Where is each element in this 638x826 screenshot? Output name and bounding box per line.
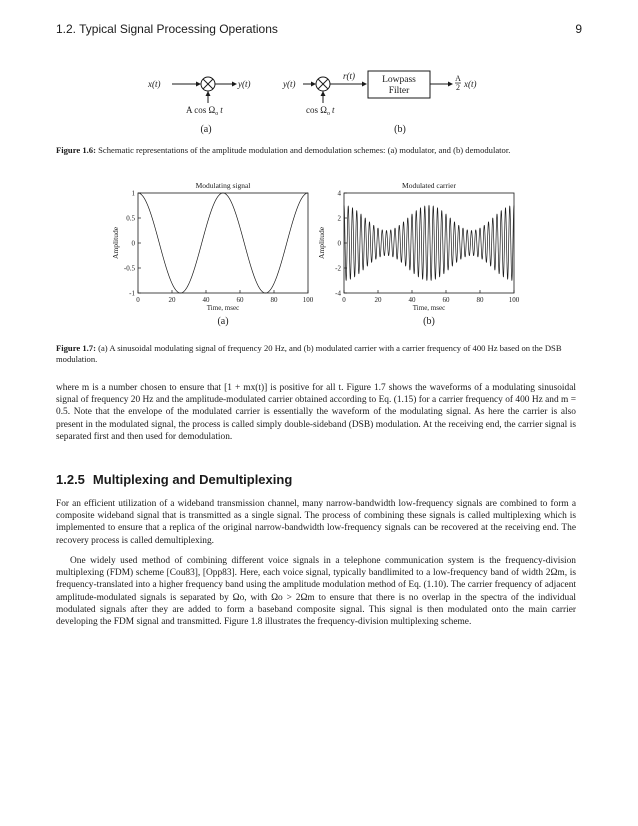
page-number: 9 xyxy=(575,22,582,36)
chart-a-ylabel: Amplitude xyxy=(111,226,120,260)
chart-b-ytick-label: -2 xyxy=(335,264,341,273)
paragraph-1 xyxy=(56,382,576,443)
chart-b-series-line xyxy=(344,206,514,281)
mod-carrier-arrow xyxy=(206,91,211,96)
demod-carrier-label: $\cos \Omega_o$ t xyxy=(306,105,335,117)
figure-1-6-caption xyxy=(56,145,576,156)
chart-a-ytick-label: 0 xyxy=(131,239,135,248)
chart-a-xlabel: Time, msec xyxy=(206,304,240,312)
section-title: Multiplexing and Demultiplexing xyxy=(92,472,293,487)
demod-output-denominator: 2 xyxy=(456,83,460,92)
chart-b-xlabel: Time, msec xyxy=(412,304,446,312)
chart-b-xtick-label: 80 xyxy=(476,296,484,304)
demodulator-diagram xyxy=(282,71,477,135)
chart-b-xtick-label: 0 xyxy=(342,296,346,304)
chart-a-xtick-label: 40 xyxy=(202,296,210,304)
demod-input-label: y(t) xyxy=(283,79,296,89)
mod-input-label: x(t) xyxy=(148,79,161,89)
chart-b-ylabel: Amplitude xyxy=(317,226,326,260)
mod-output-label: y(t) xyxy=(238,79,251,89)
mod-output-arrow xyxy=(232,82,237,87)
chart-b-ytick-label: 2 xyxy=(337,214,341,223)
paragraph-2 xyxy=(56,498,576,547)
chart-b-ytick-label: -4 xyxy=(335,289,341,298)
paragraph-1-text: where m is a number chosen to ensure that [1 + mx(t)] is positive for all t. Figure 1.7 shows the waveforms of a modulating sinusoidal signal of frequency 20 Hz and the amplitude-modulated carrier obtained according to Eq. (1.15) for a carrier frequency of 400 Hz and m = 0.5. Note that the envelope of the modulated carrier is essentially the waveform of the modulating signal. As here the carrier is also present in the modulated signal, the process is called simply double-sideband (DSB) modulation. At the receiving end, the carrier signal is separated first and then used for demodulation. xyxy=(56,383,576,442)
chart-a-ytick-label: 1 xyxy=(131,189,135,198)
demod-output-var: x(t) xyxy=(464,79,477,89)
chart-b-xtick-label: 40 xyxy=(408,296,416,304)
demod-output-arrow xyxy=(448,82,453,87)
demod-input-arrow xyxy=(311,82,316,87)
demod-output-numerator: A xyxy=(455,74,461,83)
section-heading xyxy=(56,472,292,487)
figure-1-6-diagram xyxy=(0,58,638,138)
running-header xyxy=(56,22,582,38)
mod-input-arrow xyxy=(196,82,201,87)
figure-1-7-caption-label: Figure 1.7: xyxy=(56,343,96,353)
paragraph-3 xyxy=(56,555,576,628)
chart-a-ytick-label: -1 xyxy=(129,289,135,298)
figure-1-7-caption-text: (a) A sinusoidal modulating signal of frequency 20 Hz, and (b) modulated carrier with a carrier frequency of 400 Hz based on the DSB modulation. xyxy=(56,343,562,364)
chart-a-series-line xyxy=(138,193,308,293)
chart-b-xtick-label: 60 xyxy=(442,296,450,304)
figure-1-7-charts xyxy=(0,175,638,345)
section-number: 1.2.5 xyxy=(56,472,85,487)
chart-b-title: Modulated carrier xyxy=(402,181,456,190)
chart-a-xtick-label: 20 xyxy=(168,296,176,304)
chart-a-title: Modulating signal xyxy=(195,181,251,190)
paragraph-3-text: One widely used method of combining different voice signals in a telephone communication system is the frequency-division multiplexing (FDM) scheme [Cou83], [Opp83]. Here, each voice signal, typically bandlimited to a low-frequency band of width 2Ωm, is frequency-translated into a higher frequency band using the amplitude modulation method of Eq. (1.10). The carrier frequency of adjacent amplitude-modulated signals is separated by Ωo, with Ωo > 2Ωm to ensure that there is no overlap in the spectra of the individual modulated signals after they are added to form a baseband composite signal. This signal is then modulated onto the main carrier developing the FDM signal and transmitted. Figure 1.8 illustrates the frequency-division multiplexing scheme. xyxy=(56,556,576,628)
chart-b-xtick-label: 100 xyxy=(508,296,520,304)
header-title: 1.2. Typical Signal Processing Operations xyxy=(56,22,278,36)
chart-a-xtick-label: 0 xyxy=(136,296,140,304)
demod-mid-label: r(t) xyxy=(343,71,355,81)
chart-a-frame xyxy=(138,193,308,293)
figure-1-7-caption xyxy=(56,343,576,365)
chart-a-xtick-label: 80 xyxy=(270,296,278,304)
demod-mid-arrow xyxy=(362,82,367,87)
demod-carrier-arrow xyxy=(321,91,326,96)
chart-a-ytick-label: 0.5 xyxy=(126,214,135,223)
chart-b-xtick-label: 20 xyxy=(374,296,382,304)
chart-a-xtick-label: 60 xyxy=(236,296,244,304)
chart-a-panel-label: (a) xyxy=(217,316,229,327)
mod-figure-label: (a) xyxy=(200,124,212,135)
demod-figure-label: (b) xyxy=(394,124,406,135)
chart-a-ytick-label: -0.5 xyxy=(123,264,135,273)
filter-label-line2: Filter xyxy=(388,86,410,96)
figure-1-6-caption-text: Schematic representations of the amplitude modulation and demodulation schemes: (a) modulator, and (b) demodulator. xyxy=(98,145,511,155)
chart-b-panel-label: (b) xyxy=(423,316,435,327)
chart-b-ytick-label: 4 xyxy=(337,189,341,198)
chart-b-ytick-label: 0 xyxy=(337,239,341,248)
paragraph-2-text: For an efficient utilization of a wideband transmission channel, many narrow-bandwidth low-frequency signals are combined to form a composite wideband signal that is transmitted as a single signal. The process of combining these signals is called multiplexing which is implemented to ensure that a replica of the original narrow-bandwidth low-frequency signals can be recovered at the receiving end. The recovery process is called demultiplexing. xyxy=(56,499,576,546)
filter-label-line1: Lowpass xyxy=(382,75,416,85)
mod-carrier-label: A $\cos \Omega_o$ t xyxy=(186,105,223,117)
chart-a-xtick-label: 100 xyxy=(302,296,314,304)
figure-1-6-caption-label: Figure 1.6: xyxy=(56,145,96,155)
modulator-diagram xyxy=(147,77,251,135)
